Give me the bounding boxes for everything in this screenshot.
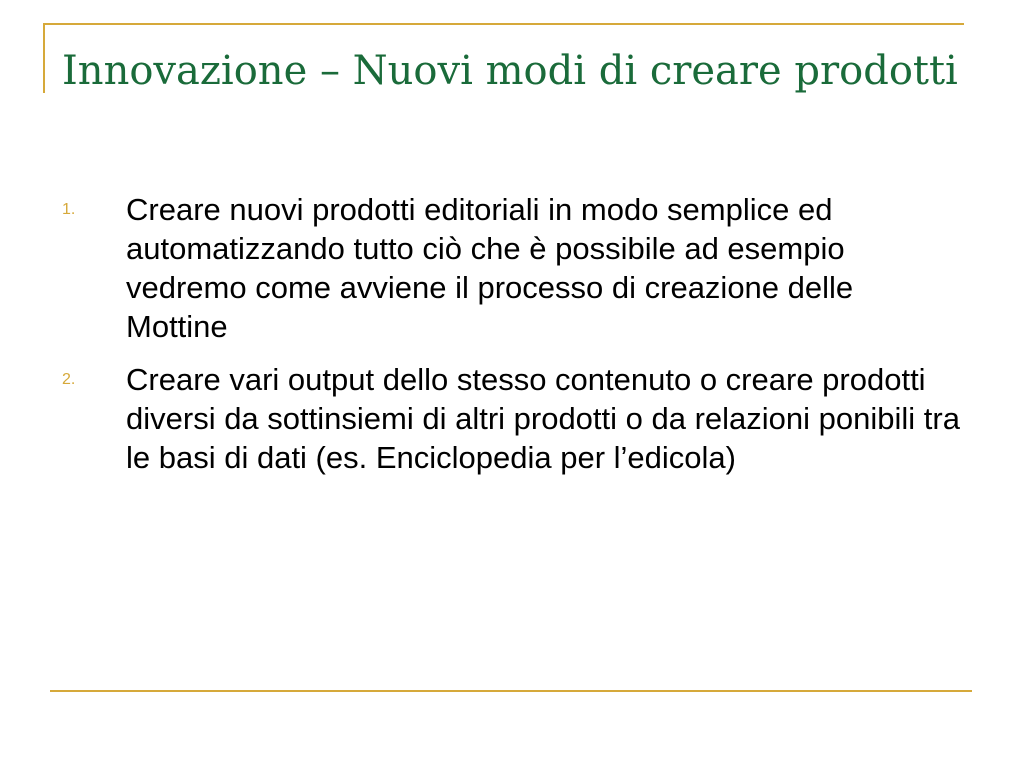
list-item-text-1: Creare nuovi prodotti editoriali in modo semplice ed automatizzando tutto ciò che è possibile ad esempio vedremo come avviene il processo di creazione delle Mottine xyxy=(126,192,854,344)
list-number-1: 1. xyxy=(62,201,76,218)
bottom-accent-line xyxy=(50,690,972,692)
top-accent-line xyxy=(43,23,964,25)
list-item-2 xyxy=(62,360,962,477)
numbered-list xyxy=(62,190,962,491)
list-number-2: 2. xyxy=(62,371,76,388)
list-item-1 xyxy=(62,190,962,346)
left-accent-line xyxy=(43,23,45,93)
slide-title: Innovazione – Nuovi modi di creare prodotti xyxy=(62,48,958,94)
list-item-text-2: Creare vari output dello stesso contenuto o creare prodotti diversi da sottinsiemi di altri prodotti o da relazioni ponibili tra le basi di dati (es. Enciclopedia per l’edicola) xyxy=(126,362,960,475)
